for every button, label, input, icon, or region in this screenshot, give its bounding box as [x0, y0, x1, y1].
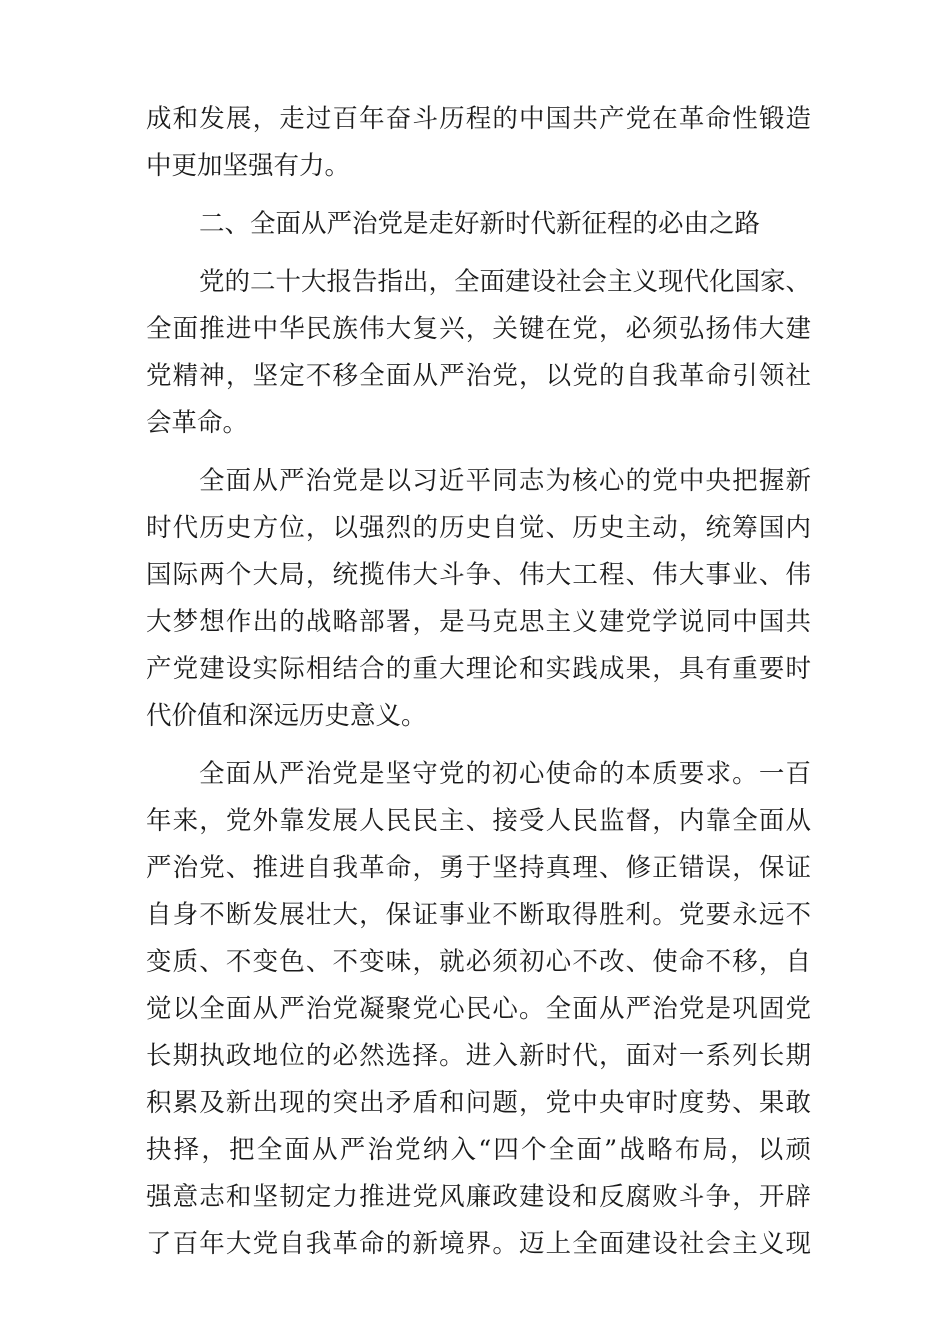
text-line: 觉以全面从严治党凝聚党心民心。全面从严治党是巩固党 — [146, 994, 811, 1024]
text-line: 全面从严治党是以习近平同志为核心的党中央把握新 — [199, 466, 811, 496]
text-line: 党精神，坚定不移全面从严治党，以党的自我革命引领社 — [146, 361, 811, 391]
text-line: 变质、不变色、不变味，就必须初心不改、使命不移，自 — [146, 947, 811, 977]
paragraph — [146, 751, 811, 1268]
section-heading — [146, 201, 811, 248]
text-line: 全面从严治党是坚守党的初心使命的本质要求。一百 — [199, 759, 811, 789]
text-line: 会革命。 — [146, 408, 249, 438]
paragraph — [146, 259, 811, 447]
text-line: 中更加坚强有力。 — [146, 151, 351, 181]
text-line: 全面推进中华民族伟大复兴，关键在党，必须弘扬伟大建 — [146, 314, 811, 344]
text-line: 大梦想作出的战略部署，是马克思主义建党学说同中国共 — [146, 607, 811, 637]
text-line: 成和发展，走过百年奋斗历程的中国共产党在革命性锻造 — [146, 104, 811, 134]
text-line: 代价值和深远历史意义。 — [146, 701, 427, 731]
text-line: 长期执政地位的必然选择。进入新时代，面对一系列长期 — [146, 1041, 811, 1071]
paragraph — [146, 96, 811, 190]
text-line: 年来，党外靠发展人民民主、接受人民监督，内靠全面从 — [146, 806, 811, 836]
text-line: 国际两个大局，统揽伟大斗争、伟大工程、伟大事业、伟 — [146, 560, 811, 590]
text-line: 强意志和坚韧定力推进党风廉政建设和反腐败斗争，开辟 — [146, 1182, 811, 1212]
document-body — [146, 96, 811, 1268]
text-line: 积累及新出现的突出矛盾和问题，党中央审时度势、果敢 — [146, 1088, 811, 1118]
text-line: 党的二十大报告指出，全面建设社会主义现代化国家、 — [199, 267, 812, 297]
text-line: 严治党、推进自我革命，勇于坚持真理、修正错误，保证 — [146, 853, 811, 883]
heading-line: 二、全面从严治党是走好新时代新征程的必由之路 — [199, 209, 761, 239]
text-line: 自身不断发展壮大，保证事业不断取得胜利。党要永远不 — [146, 900, 811, 930]
text-line: 时代历史方位，以强烈的历史自觉、历史主动，统筹国内 — [146, 513, 811, 543]
text-line: 产党建设实际相结合的重大理论和实践成果，具有重要时 — [146, 654, 811, 684]
paragraph — [146, 458, 811, 740]
text-line: 抉择，把全面从严治党纳入“四个全面”战略布局，以顽 — [146, 1135, 811, 1165]
text-line: 了百年大党自我革命的新境界。迈上全面建设社会主义现 — [146, 1229, 811, 1259]
